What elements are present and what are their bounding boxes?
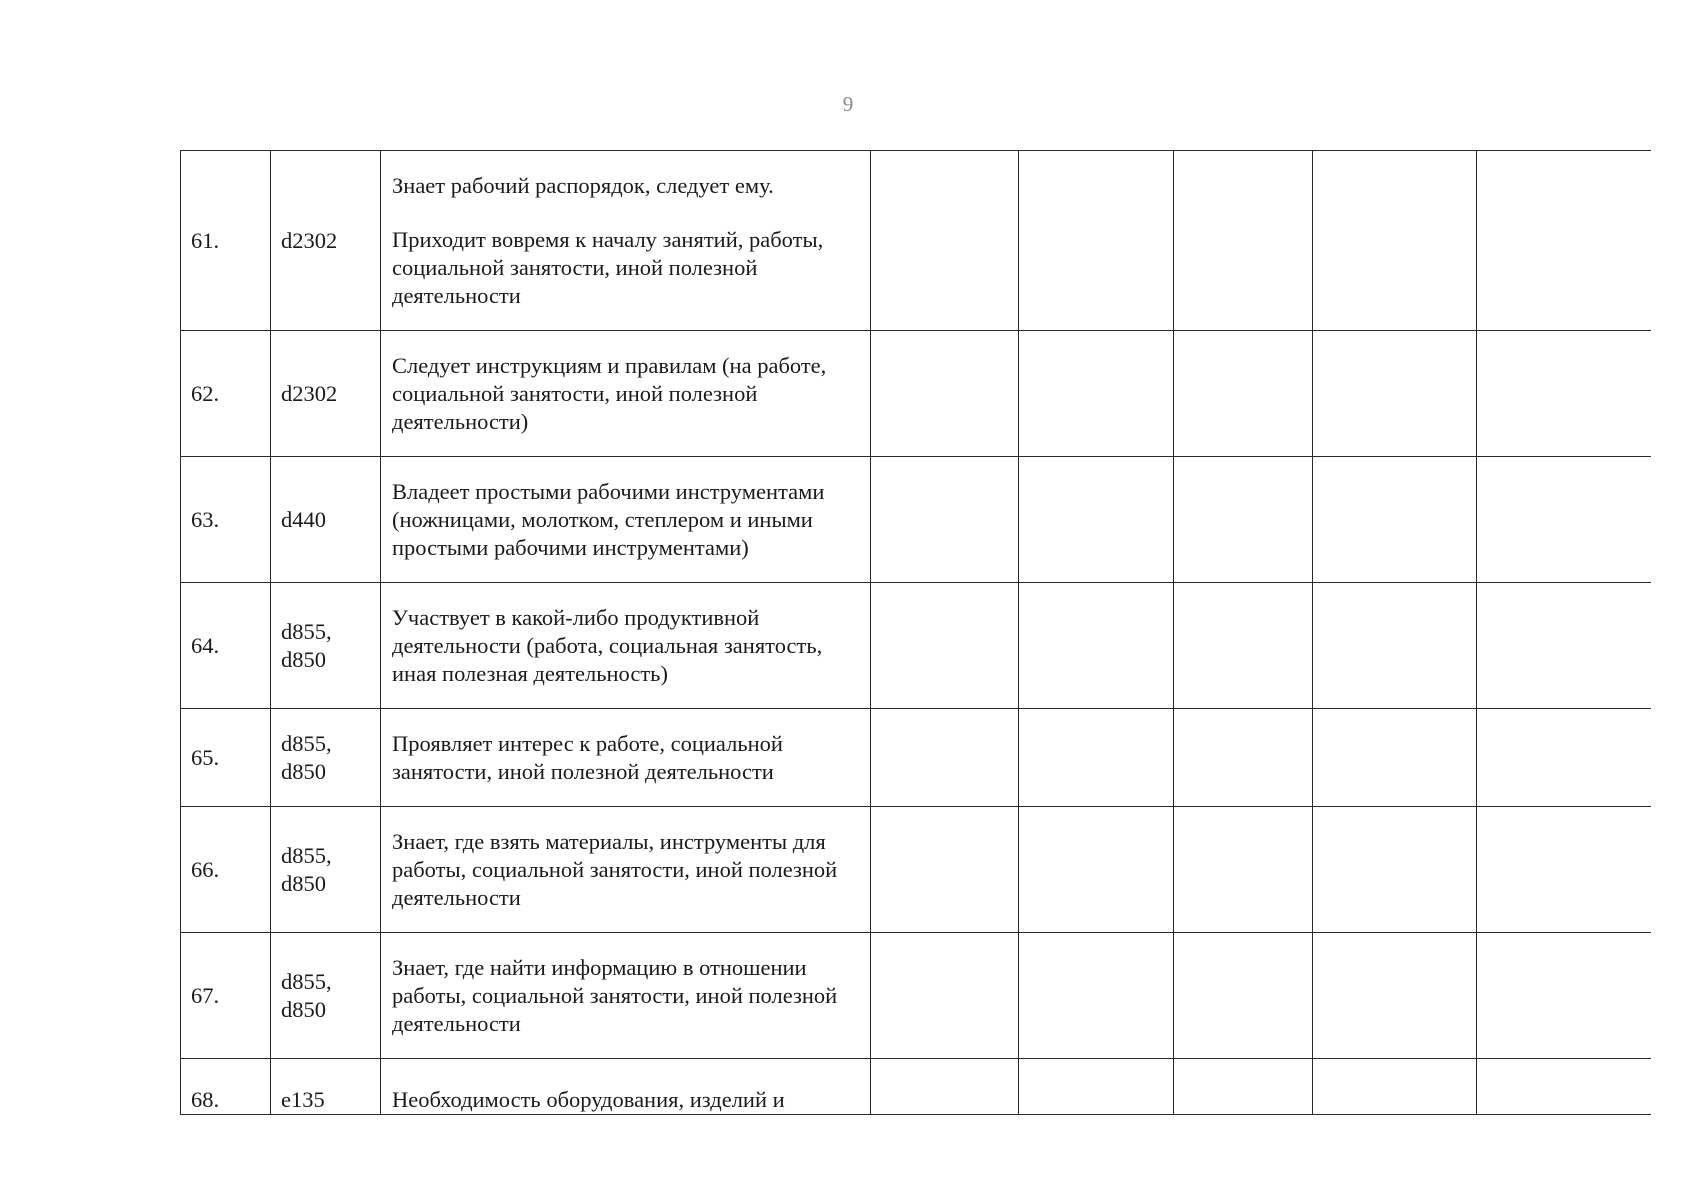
row-number: 67. <box>181 933 271 1059</box>
empty-assessment-cell <box>1313 933 1477 1059</box>
empty-assessment-cell <box>1313 151 1477 331</box>
empty-assessment-cell <box>1477 457 1651 583</box>
icf-code: d855, <box>281 730 332 756</box>
empty-assessment-cell <box>1477 1059 1651 1115</box>
criterion-text: Знает, где найти информацию в отношении работы, социальной занятости, иной полезной деятельности <box>392 954 838 1036</box>
criterion-text: Знает, где взять материалы, инструменты для работы, социальной занятости, иной полезной деятельности <box>392 828 838 910</box>
empty-assessment-cell <box>1174 151 1313 331</box>
icf-code-cell <box>271 331 381 457</box>
empty-assessment-cell <box>1019 807 1174 933</box>
table-body <box>181 151 1651 1115</box>
row-number: 63. <box>181 457 271 583</box>
empty-assessment-cell <box>1174 1059 1313 1115</box>
criterion-text: Владеет простыми рабочими инструментами (ножницами, молотком, степлером и иными простыми рабочими инструментами) <box>392 478 825 560</box>
icf-code: d855, <box>281 618 332 644</box>
empty-assessment-cell <box>871 807 1019 933</box>
criterion-text: Следует инструкциям и правилам (на работе, социальной занятости, иной полезной деятельности) <box>392 352 827 434</box>
icf-code-cell <box>271 457 381 583</box>
row-number: 61. <box>181 151 271 331</box>
empty-assessment-cell <box>1313 807 1477 933</box>
icf-code: d855, <box>281 842 332 868</box>
criterion-description <box>381 331 871 457</box>
icf-code-cell <box>271 709 381 807</box>
icf-code-cell <box>271 807 381 933</box>
empty-assessment-cell <box>1019 709 1174 807</box>
empty-assessment-cell <box>1477 709 1651 807</box>
empty-assessment-cell <box>1019 151 1174 331</box>
empty-assessment-cell <box>1174 331 1313 457</box>
icf-code-cell <box>271 151 381 331</box>
icf-code: d850 <box>281 870 326 896</box>
empty-assessment-cell <box>1477 933 1651 1059</box>
criterion-description <box>381 1059 871 1115</box>
icf-code: d855, <box>281 968 332 994</box>
empty-assessment-cell <box>1174 807 1313 933</box>
criterion-text: Знает рабочий распорядок, следует ему. <box>392 172 774 198</box>
table-row <box>181 933 1651 1059</box>
empty-assessment-cell <box>1019 933 1174 1059</box>
empty-assessment-cell <box>1477 583 1651 709</box>
empty-assessment-cell <box>871 457 1019 583</box>
empty-assessment-cell <box>871 1059 1019 1115</box>
table-row <box>181 807 1651 933</box>
empty-assessment-cell <box>871 331 1019 457</box>
empty-assessment-cell <box>1477 331 1651 457</box>
empty-assessment-cell <box>1313 457 1477 583</box>
icf-code-cell <box>271 933 381 1059</box>
empty-assessment-cell <box>1019 457 1174 583</box>
icf-code: d850 <box>281 996 326 1022</box>
icf-code-cell <box>271 583 381 709</box>
empty-assessment-cell <box>1019 331 1174 457</box>
criterion-description <box>381 457 871 583</box>
table-row <box>181 1059 1651 1115</box>
empty-assessment-cell <box>1313 1059 1477 1115</box>
table-row <box>181 331 1651 457</box>
empty-assessment-cell <box>1174 457 1313 583</box>
criterion-description <box>381 933 871 1059</box>
criterion-text: Необходимость оборудования, изделий и <box>392 1087 785 1112</box>
empty-assessment-cell <box>1313 709 1477 807</box>
icf-code: e135 <box>281 1087 325 1112</box>
table-row <box>181 457 1651 583</box>
criterion-text: Приходит вовремя к началу занятий, работы, социальной занятости, иной полезной деятельности <box>392 226 824 308</box>
empty-assessment-cell <box>1477 807 1651 933</box>
row-number: 66. <box>181 807 271 933</box>
empty-assessment-cell <box>1313 583 1477 709</box>
empty-assessment-cell <box>871 151 1019 331</box>
row-number: 65. <box>181 709 271 807</box>
empty-assessment-cell <box>1019 1059 1174 1115</box>
row-number: 62. <box>181 331 271 457</box>
icf-code: d850 <box>281 758 326 784</box>
criterion-description <box>381 807 871 933</box>
row-number: 68. <box>181 1059 271 1115</box>
empty-assessment-cell <box>871 583 1019 709</box>
empty-assessment-cell <box>1174 933 1313 1059</box>
icf-code: d850 <box>281 646 326 672</box>
criterion-text: Проявляет интерес к работе, социальной занятости, иной полезной деятельности <box>392 730 783 784</box>
criterion-text: Участвует в какой-либо продуктивной деятельности (работа, социальная занятость, иная полезная деятельность) <box>392 604 823 686</box>
table-row <box>181 709 1651 807</box>
empty-assessment-cell <box>1174 583 1313 709</box>
criterion-description <box>381 583 871 709</box>
page-number: 9 <box>842 92 854 116</box>
empty-assessment-cell <box>1019 583 1174 709</box>
empty-assessment-cell <box>1477 151 1651 331</box>
assessment-table <box>180 150 1651 1115</box>
criterion-description <box>381 151 871 331</box>
empty-assessment-cell <box>1313 331 1477 457</box>
criterion-description <box>381 709 871 807</box>
icf-code: d2302 <box>281 227 338 253</box>
empty-assessment-cell <box>871 709 1019 807</box>
table-row <box>181 151 1651 331</box>
icf-code: d2302 <box>281 380 338 406</box>
empty-assessment-cell <box>1174 709 1313 807</box>
row-number: 64. <box>181 583 271 709</box>
empty-assessment-cell <box>871 933 1019 1059</box>
table-row <box>181 583 1651 709</box>
icf-code-cell <box>271 1059 381 1115</box>
icf-code: d440 <box>281 506 326 532</box>
